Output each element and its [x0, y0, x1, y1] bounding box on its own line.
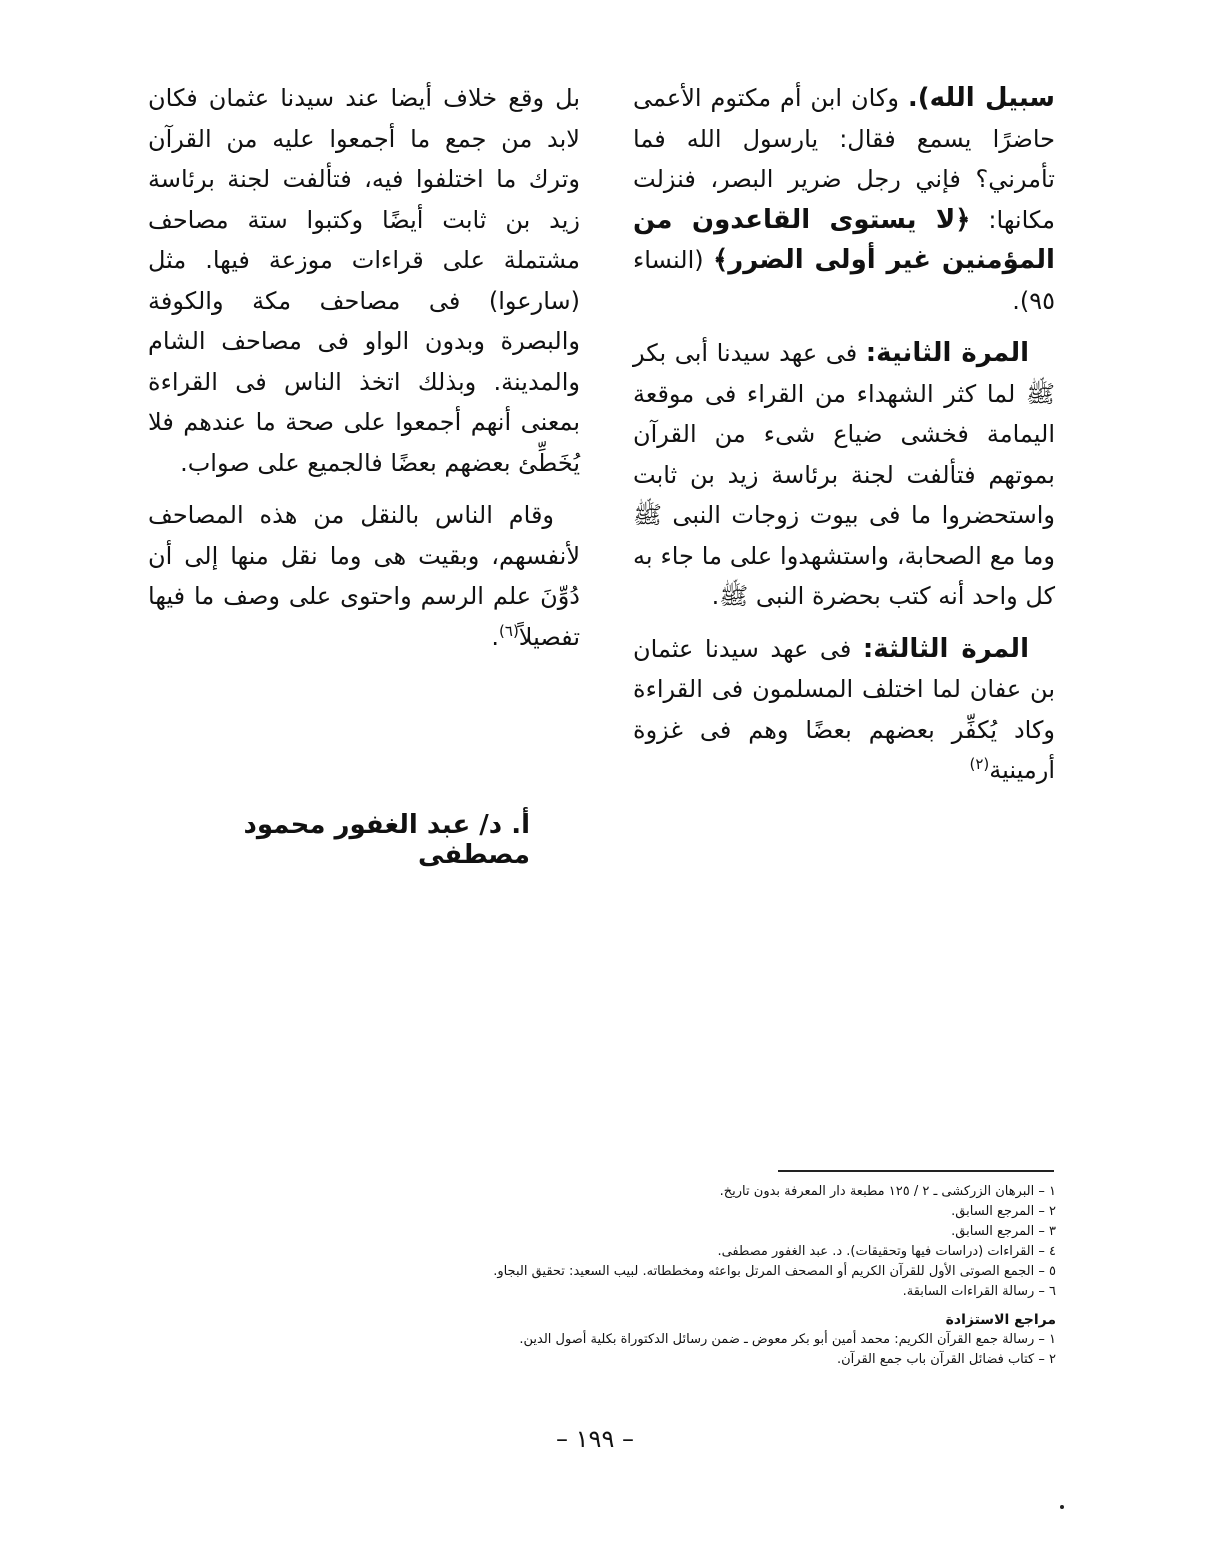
footnotes — [380, 1182, 1056, 1370]
footnote-ref: (٢) — [969, 755, 990, 773]
footnote-divider — [778, 1170, 1054, 1172]
footnote-item: ٥ – الجمع الصوتى الأول للقرآن الكريم أو المصحف المرتل بواعثه ومخططاته. لبيب السعيد: تحقيق البجاو. — [493, 1264, 1056, 1279]
paragraph-text: بل وقع خلاف أيضا عند سيدنا عثمان فكان لابد من جمع ما أجمعوا عليه من القرآن وترك ما اختلفوا فيه، فتألفت لجنة برئاسة زيد بن ثابت أيضًا وكتبوا ستة مصاحف مشتملة على قراءات موزعة فيها. مثل (سارعوا) فى مصاحف مكة والكوفة والبصرة وبدون الواو فى مصاحف الشام والمدينة. وبذلك اتخذ الناس فى القراءة بمعنى أنهم أجمعوا على صحة ما عندهم فلا يُخَطِّئ بعضهم بعضًا فالجميع على صواب. — [148, 84, 580, 477]
footnote-item: ٦ – رسالة القراءات السابقة. — [902, 1284, 1056, 1299]
reference-item: ١ – رسالة جمع القرآن الكريم: محمد أمين أبو بكر معوض ـ ضمن رسائل الدكتوراة بكلية أصول الدين. — [519, 1332, 1056, 1347]
verse-reference: (النساء ٩٥). — [633, 246, 1055, 315]
author-signature: أ. د/ عبد الغفور محمود مصطفى — [243, 810, 530, 870]
opening-phrase: سبيل الله). — [907, 83, 1055, 113]
paragraph-text: وكان ابن أم مكتوم الأعمى حاضرًا يسمع فقال: يارسول الله فما تأمرني؟ فإني رجل ضرير البصر، فنزلت مكانها: — [633, 84, 1055, 234]
left-column — [148, 78, 580, 657]
quran-verse: ﴿لا يستوى القاعدون من المؤمنين غير أولى الضرر﴾ — [633, 204, 1055, 275]
paragraph — [148, 495, 580, 657]
paragraph-text: فى عهد سيدنا أبى بكر ﷺ لما كثر الشهداء من القراء فى موقعة اليمامة فخشى ضياع شىء من القرآن بموتهم فتألفت لجنة برئاسة زيد بن ثابت واستحضروا ما فى بيوت زوجات النبى ﷺ وما مع الصحابة، واستشهدوا على ما جاء به كل واحد أنه كتب بحضرة النبى ﷺ. — [633, 339, 1055, 610]
references-heading: مراجع الاستزادة — [945, 1312, 1056, 1328]
footnote-ref: (٦) — [499, 621, 519, 640]
section-term: المرة الثالثة: — [862, 633, 1029, 664]
paragraph — [633, 78, 1055, 321]
page-number: – ١٩٩ – — [556, 1425, 634, 1453]
section-term: المرة الثانية: — [865, 338, 1029, 368]
footnote-item: ٤ – القراءات (دراسات فيها وتحقيقات). د. عبد الغفور مصطفى. — [717, 1244, 1056, 1259]
paragraph-end: . — [491, 622, 500, 651]
reference-item: ٢ – كتاب فضائل القرآن باب جمع القرآن. — [836, 1352, 1056, 1367]
right-column — [633, 78, 1055, 791]
paragraph — [633, 629, 1055, 791]
scan-speck — [1060, 1505, 1064, 1509]
paragraph — [148, 78, 580, 483]
paragraph — [633, 333, 1055, 617]
footnote-item: ٢ – المرجع السابق. — [951, 1204, 1056, 1219]
footnote-item: ١ – البرهان الزركشى ـ ٢ / ١٢٥ مطبعة دار المعرفة بدون تاريخ. — [719, 1184, 1056, 1199]
paragraph-text: فى عهد سيدنا عثمان بن عفان لما اختلف المسلمون فى القراءة وكاد يُكفِّر بعضهم بعضًا وهم فى غزوة أرمينية — [633, 634, 1055, 784]
paragraph-text: وقام الناس بالنقل من هذه المصاحف لأنفسهم، وبقيت هى وما نقل منها إلى أن دُوِّنَ علم الرسم واحتوى على وصف ما فيها تفصيلاً — [148, 501, 580, 651]
footnote-item: ٣ – المرجع السابق. — [951, 1224, 1056, 1239]
